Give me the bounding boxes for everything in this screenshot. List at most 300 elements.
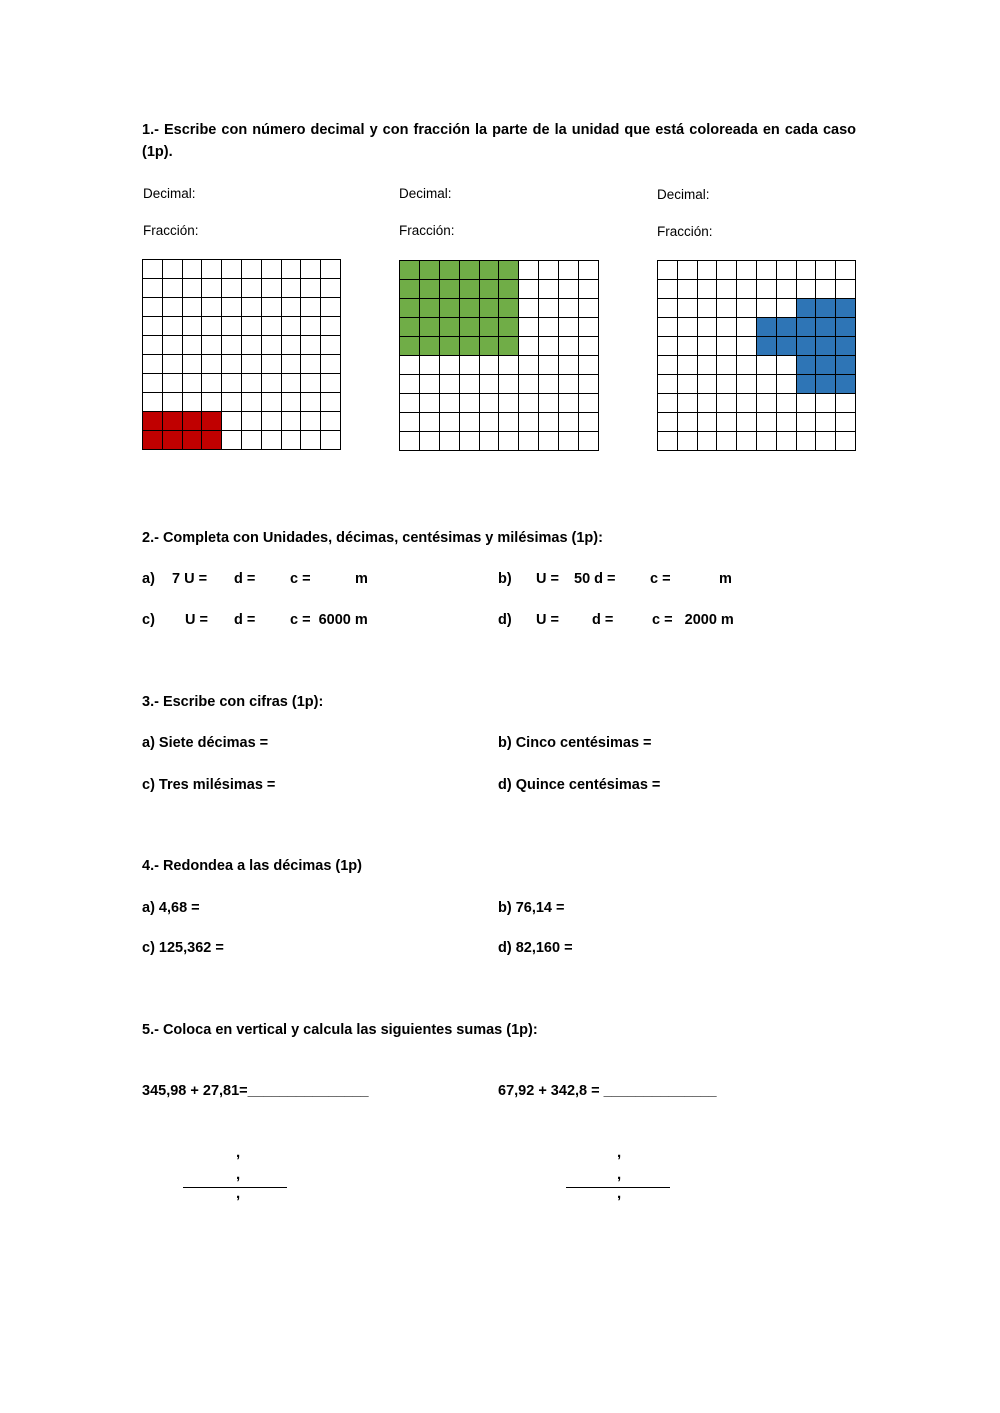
grid-cell [419, 393, 439, 412]
grid-cell [459, 431, 479, 450]
item-2c-tenths: d = [234, 612, 256, 628]
grid-cell [459, 336, 479, 355]
grid-cell [498, 412, 518, 431]
grid-cell [221, 259, 241, 278]
grid-cell [479, 374, 499, 393]
panel1-fraction-label: Fracción: [143, 223, 199, 238]
grid-cell [142, 335, 162, 354]
grid-cell [261, 354, 281, 373]
grid-cell [241, 259, 261, 278]
grid-cell [558, 431, 578, 450]
section3-title: 3.- Escribe con cifras (1p): [142, 694, 324, 710]
grid-cell [815, 412, 835, 431]
grid-cell [142, 392, 162, 411]
grid-cell [756, 260, 776, 279]
grid-cell [578, 298, 598, 317]
grid-cell [578, 393, 598, 412]
grid-cell [578, 279, 598, 298]
right-comma-1: , [617, 1144, 622, 1161]
grid-cell [439, 260, 459, 279]
grid-cell [677, 260, 697, 279]
grid-cell [142, 297, 162, 316]
grid-cell [182, 373, 202, 392]
grid-cell [281, 411, 301, 430]
grid-cell [142, 354, 162, 373]
grid-cell [697, 336, 717, 355]
grid-cell [261, 335, 281, 354]
grid-cell [498, 279, 518, 298]
grid-cell [538, 393, 558, 412]
item-2b-tenths: 50 d = [574, 571, 616, 587]
grid-cell [281, 335, 301, 354]
grid-cell [578, 355, 598, 374]
item-2c-hundredths: c = 6000 m [290, 612, 368, 628]
grid-cell [241, 335, 261, 354]
grid-cell [677, 317, 697, 336]
grid-cell [657, 412, 677, 431]
grid-cell [578, 431, 598, 450]
grid-cell [498, 260, 518, 279]
grid-cell [835, 374, 855, 393]
grid-cell [419, 336, 439, 355]
grid-cell [518, 355, 538, 374]
grid-cell [518, 298, 538, 317]
grid-cell [498, 317, 518, 336]
grid-cell [439, 412, 459, 431]
item-2d-units: U = [536, 612, 559, 628]
item-4c: c) 125,362 = [142, 940, 224, 956]
grid-cell [558, 317, 578, 336]
grid-cell [518, 393, 538, 412]
grid-cell [300, 316, 320, 335]
grid-cell [657, 374, 677, 393]
grid-cell [241, 354, 261, 373]
grid-cell [162, 278, 182, 297]
grid-cell [201, 411, 221, 430]
grid-cell [281, 373, 301, 392]
grid-cell [221, 335, 241, 354]
grid-cell [736, 317, 756, 336]
grid-cell [697, 431, 717, 450]
grid-cell [201, 373, 221, 392]
item-2c-label: c) [142, 612, 155, 628]
grid-cell [479, 412, 499, 431]
grid-cell [558, 260, 578, 279]
item-2d-label: d) [498, 612, 512, 628]
grid-cell [578, 317, 598, 336]
item-4b: b) 76,14 = [498, 900, 565, 916]
grid-cell [796, 431, 816, 450]
grid-cell [261, 316, 281, 335]
grid-cell [221, 316, 241, 335]
grid-cell [419, 355, 439, 374]
item-3c: c) Tres milésimas = [142, 777, 276, 793]
grid-cell [677, 355, 697, 374]
grid-cell [182, 411, 202, 430]
grid-cell [162, 430, 182, 449]
grid-cell [518, 374, 538, 393]
grid-cell [498, 336, 518, 355]
grid-cell [736, 298, 756, 317]
grid-cell [281, 316, 301, 335]
grid-cell [241, 297, 261, 316]
grid-cell [221, 411, 241, 430]
grid-cell [479, 336, 499, 355]
grid-cell [221, 430, 241, 449]
grid-cell [558, 355, 578, 374]
grid-cell [578, 260, 598, 279]
grid-cell [558, 298, 578, 317]
grid-cell [261, 411, 281, 430]
grid-cell [320, 316, 340, 335]
grid-cell [439, 393, 459, 412]
grid-cell [558, 393, 578, 412]
grid-cell [697, 355, 717, 374]
grid-cell [776, 355, 796, 374]
grid-cell [716, 260, 736, 279]
grid-cell [320, 297, 340, 316]
grid-cell [815, 393, 835, 412]
grid-cell [281, 430, 301, 449]
grid-cell [776, 374, 796, 393]
grid-cell [677, 298, 697, 317]
grid-cell [459, 393, 479, 412]
grid-cell [300, 278, 320, 297]
grid-cell [201, 278, 221, 297]
item-3b: b) Cinco centésimas = [498, 735, 652, 751]
section2-title: 2.- Completa con Unidades, décimas, centésimas y milésimas (1p): [142, 530, 603, 546]
grid-cell [201, 335, 221, 354]
grid-cell [538, 431, 558, 450]
grid-cell [736, 431, 756, 450]
grid-cell [479, 298, 499, 317]
grid-cell [796, 317, 816, 336]
grid-cell [518, 279, 538, 298]
grid-cell [221, 278, 241, 297]
grid-cell [796, 298, 816, 317]
panel2-decimal-label: Decimal: [399, 186, 452, 201]
grid-cell [399, 279, 419, 298]
grid-cell [419, 317, 439, 336]
hundred-grid-green [399, 260, 599, 451]
grid-cell [796, 355, 816, 374]
grid-cell [320, 373, 340, 392]
hundred-grid-red [142, 259, 341, 450]
grid-cell [439, 355, 459, 374]
grid-cell [756, 374, 776, 393]
grid-cell [281, 259, 301, 278]
grid-cell [538, 260, 558, 279]
grid-cell [182, 392, 202, 411]
grid-cell [241, 278, 261, 297]
item-2b-thousandths: m [719, 571, 732, 587]
item-2c-units: U = [185, 612, 208, 628]
right-comma-3: , [617, 1185, 622, 1202]
grid-cell [300, 335, 320, 354]
grid-cell [498, 374, 518, 393]
grid-cell [162, 373, 182, 392]
grid-cell [300, 354, 320, 373]
grid-cell [399, 431, 419, 450]
grid-cell [578, 412, 598, 431]
grid-cell [241, 392, 261, 411]
left-comma-1: , [236, 1144, 241, 1161]
grid-cell [776, 431, 796, 450]
grid-cell [796, 393, 816, 412]
grid-cell [538, 317, 558, 336]
grid-cell [657, 279, 677, 298]
grid-cell [281, 278, 301, 297]
grid-cell [459, 279, 479, 298]
grid-cell [716, 374, 736, 393]
grid-cell [241, 411, 261, 430]
grid-cell [281, 392, 301, 411]
grid-cell [716, 336, 736, 355]
grid-cell [835, 412, 855, 431]
item-4d: d) 82,160 = [498, 940, 573, 956]
grid-cell [697, 393, 717, 412]
grid-cell [221, 392, 241, 411]
grid-cell [716, 412, 736, 431]
grid-cell [756, 412, 776, 431]
grid-cell [419, 412, 439, 431]
grid-cell [835, 336, 855, 355]
grid-cell [697, 298, 717, 317]
grid-cell [261, 259, 281, 278]
grid-cell [697, 317, 717, 336]
grid-cell [201, 430, 221, 449]
grid-cell [518, 317, 538, 336]
grid-cell [796, 412, 816, 431]
grid-cell [320, 411, 340, 430]
grid-cell [756, 279, 776, 298]
grid-cell [162, 335, 182, 354]
grid-cell [419, 279, 439, 298]
grid-cell [716, 393, 736, 412]
grid-cell [538, 412, 558, 431]
grid-cell [558, 412, 578, 431]
left-comma-2: , [236, 1166, 241, 1183]
grid-cell [716, 298, 736, 317]
grid-cell [815, 298, 835, 317]
grid-cell [419, 298, 439, 317]
grid-cell [815, 374, 835, 393]
grid-cell [479, 317, 499, 336]
sum-right: 67,92 + 342,8 = ______________ [498, 1083, 717, 1099]
grid-cell [657, 317, 677, 336]
grid-cell [657, 298, 677, 317]
grid-cell [300, 297, 320, 316]
grid-cell [182, 278, 202, 297]
grid-cell [697, 374, 717, 393]
grid-cell [776, 260, 796, 279]
grid-cell [142, 430, 162, 449]
grid-cell [479, 260, 499, 279]
grid-cell [459, 355, 479, 374]
grid-cell [399, 336, 419, 355]
grid-cell [538, 298, 558, 317]
grid-cell [736, 336, 756, 355]
grid-cell [300, 411, 320, 430]
grid-cell [142, 373, 162, 392]
grid-cell [439, 431, 459, 450]
grid-cell [399, 260, 419, 279]
grid-cell [162, 259, 182, 278]
grid-cell [399, 317, 419, 336]
grid-cell [835, 355, 855, 374]
grid-cell [716, 279, 736, 298]
grid-cell [796, 374, 816, 393]
right-comma-2: , [617, 1166, 622, 1183]
grid-cell [518, 336, 538, 355]
grid-cell [716, 355, 736, 374]
item-2b-label: b) [498, 571, 512, 587]
grid-cell [498, 298, 518, 317]
grid-cell [241, 316, 261, 335]
grid-cell [201, 392, 221, 411]
grid-cell [399, 412, 419, 431]
grid-cell [538, 355, 558, 374]
item-3d: d) Quince centésimas = [498, 777, 661, 793]
item-2a-label: a) [142, 571, 155, 587]
grid-cell [479, 279, 499, 298]
left-sum-line [183, 1187, 287, 1188]
grid-cell [538, 279, 558, 298]
grid-cell [578, 374, 598, 393]
grid-cell [439, 336, 459, 355]
grid-cell [756, 393, 776, 412]
grid-cell [182, 354, 202, 373]
grid-cell [776, 317, 796, 336]
grid-cell [677, 393, 697, 412]
grid-cell [538, 336, 558, 355]
grid-cell [677, 279, 697, 298]
grid-cell [182, 297, 202, 316]
grid-cell [182, 335, 202, 354]
grid-cell [756, 431, 776, 450]
grid-cell [538, 374, 558, 393]
grid-cell [578, 336, 598, 355]
grid-cell [498, 393, 518, 412]
section4-title: 4.- Redondea a las décimas (1p) [142, 858, 362, 874]
grid-cell [162, 316, 182, 335]
grid-cell [320, 278, 340, 297]
grid-cell [162, 297, 182, 316]
panel1-decimal-label: Decimal: [143, 186, 196, 201]
grid-cell [736, 412, 756, 431]
grid-cell [162, 354, 182, 373]
grid-cell [835, 298, 855, 317]
grid-cell [815, 279, 835, 298]
grid-cell [300, 259, 320, 278]
grid-cell [182, 259, 202, 278]
item-2b-units: U = [536, 571, 559, 587]
panel3-decimal-label: Decimal: [657, 187, 710, 202]
grid-cell [320, 259, 340, 278]
sum-left: 345,98 + 27,81=_______________ [142, 1083, 369, 1099]
grid-cell [241, 430, 261, 449]
grid-cell [221, 297, 241, 316]
grid-cell [498, 431, 518, 450]
grid-cell [439, 317, 459, 336]
grid-cell [677, 412, 697, 431]
grid-cell [677, 336, 697, 355]
grid-cell [657, 260, 677, 279]
grid-cell [697, 412, 717, 431]
left-comma-3: , [236, 1185, 241, 1202]
grid-cell [399, 355, 419, 374]
grid-cell [281, 297, 301, 316]
grid-cell [815, 336, 835, 355]
grid-cell [498, 355, 518, 374]
grid-cell [419, 431, 439, 450]
item-2a-hundredths: c = [290, 571, 311, 587]
grid-cell [182, 316, 202, 335]
grid-cell [657, 431, 677, 450]
grid-cell [320, 392, 340, 411]
grid-cell [320, 354, 340, 373]
item-2a-tenths: d = [234, 571, 256, 587]
grid-cell [399, 298, 419, 317]
grid-cell [835, 279, 855, 298]
grid-cell [300, 373, 320, 392]
grid-cell [518, 260, 538, 279]
grid-cell [201, 316, 221, 335]
item-2d-tenths: d = [592, 612, 614, 628]
grid-cell [142, 259, 162, 278]
grid-cell [736, 355, 756, 374]
grid-cell [796, 260, 816, 279]
grid-cell [300, 392, 320, 411]
grid-cell [756, 355, 776, 374]
grid-cell [518, 412, 538, 431]
grid-cell [835, 393, 855, 412]
grid-cell [835, 260, 855, 279]
grid-cell [459, 317, 479, 336]
grid-cell [736, 374, 756, 393]
grid-cell [459, 260, 479, 279]
grid-cell [815, 431, 835, 450]
panel3-fraction-label: Fracción: [657, 224, 713, 239]
grid-cell [261, 430, 281, 449]
grid-cell [201, 354, 221, 373]
grid-cell [399, 393, 419, 412]
grid-cell [835, 317, 855, 336]
grid-cell [657, 355, 677, 374]
grid-cell [657, 336, 677, 355]
grid-cell [558, 279, 578, 298]
grid-cell [201, 259, 221, 278]
hundred-grid-blue [657, 260, 856, 451]
grid-cell [479, 355, 499, 374]
grid-cell [261, 392, 281, 411]
grid-cell [815, 355, 835, 374]
grid-cell [756, 298, 776, 317]
grid-cell [697, 260, 717, 279]
grid-cell [439, 298, 459, 317]
grid-cell [776, 298, 796, 317]
grid-cell [558, 374, 578, 393]
grid-cell [142, 411, 162, 430]
item-2d-hundredths: c = 2000 m [652, 612, 734, 628]
grid-cell [776, 393, 796, 412]
grid-cell [162, 392, 182, 411]
grid-cell [320, 430, 340, 449]
grid-cell [201, 297, 221, 316]
grid-cell [300, 430, 320, 449]
grid-cell [281, 354, 301, 373]
grid-cell [756, 317, 776, 336]
